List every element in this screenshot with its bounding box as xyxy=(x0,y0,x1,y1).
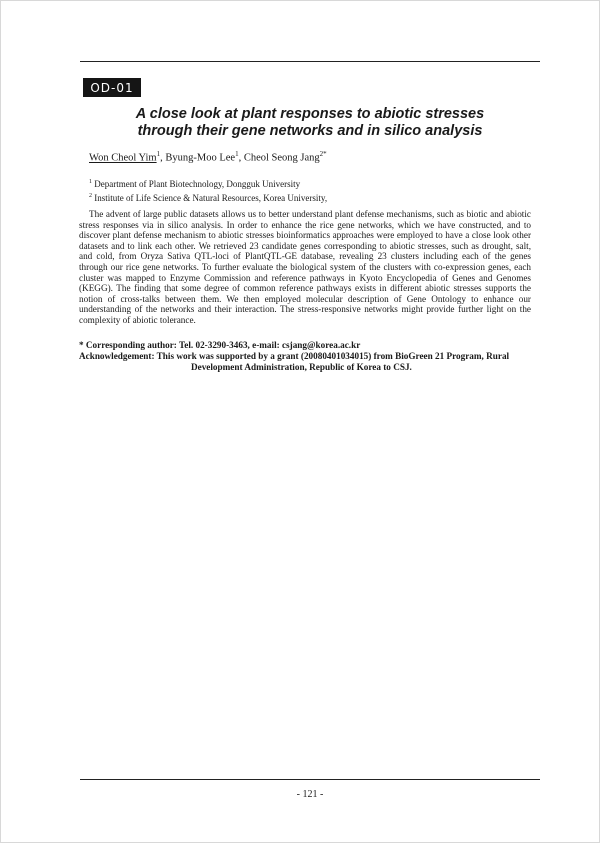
title-line-2: through their gene networks and in silico analysis xyxy=(137,123,483,139)
affiliation-sup: 1 xyxy=(89,179,92,185)
title-line-1: A close look at plant responses to abiotic stresses xyxy=(135,106,485,122)
author-sup: 1 xyxy=(235,150,239,158)
affiliation-text: Institute of Life Science & Natural Resources, Korea University, xyxy=(94,193,328,203)
page-number: - 121 - xyxy=(296,789,324,800)
affiliation-text: Department of Plant Biotechnology, Dongguk University xyxy=(94,179,301,189)
author-name: Cheol Seong Jang xyxy=(243,152,320,164)
author-sup: 2* xyxy=(319,150,327,158)
abstract-text: The advent of large public datasets allows us to better understand plant defense mechanisms, such as biotic and abiotic stress responses via in silico analysis. In order to enhance the rice gene networks, which we have constructed, and to discover plant defense mechanism to abiotic stresses bioinformatics approaches were employed to have a close look other datasets and to link each other. We retrieved 23 candidate genes corresponding to abiotic stresses, such as drought, salt, and cold, from Oryza Sativa QTL-loci of PlantQTL-GE database, revealing 23 clusters including each of the genes through our rice gene networks. To further evaluate the biological system of the clusters with co-expression genes, each cluster was mapped to Enzyme Commission and reference pathways in Kyoto Encyclopedia of Genes and Genomes (KEGG). The finding that some degree of common reference pathways exists in different abiotic stresses supports the notion of cross-talks between them. We then employed molecular description of Gene Ontology to enhance our understanding of the networks and their interaction. The stress-responsive networks might provide further light on the complexity of abiotic tolerance. xyxy=(79,209,531,325)
acknowledgement: Acknowledgement: This work was supported by a grant (20080401034015) from BioGreen 21 Program, Rural Development Administration, Republic of Korea to CSJ. xyxy=(79,351,510,372)
affiliation-list xyxy=(89,176,327,204)
top-rule xyxy=(80,61,540,62)
bottom-rule xyxy=(80,779,540,780)
author-name: Byung-Moo Lee xyxy=(165,152,236,164)
author-list: Won Cheol Yim$^1$, Byung-Moo Lee$^1$, Cheol Seong Jang$^{2*}$ xyxy=(89,150,327,164)
session-label-badge: OD-01 xyxy=(83,78,141,97)
affiliation xyxy=(89,190,327,204)
corresponding-author: * Corresponding author: Tel. 02-3290-3463, e-mail: csjang@korea.ac.kr xyxy=(79,340,361,350)
author-sup: 1 xyxy=(156,150,161,158)
affiliation-sup: 2 xyxy=(89,193,92,199)
paper-title xyxy=(60,106,560,140)
affiliation xyxy=(89,176,327,190)
author-name: Won Cheol Yim xyxy=(89,152,157,164)
